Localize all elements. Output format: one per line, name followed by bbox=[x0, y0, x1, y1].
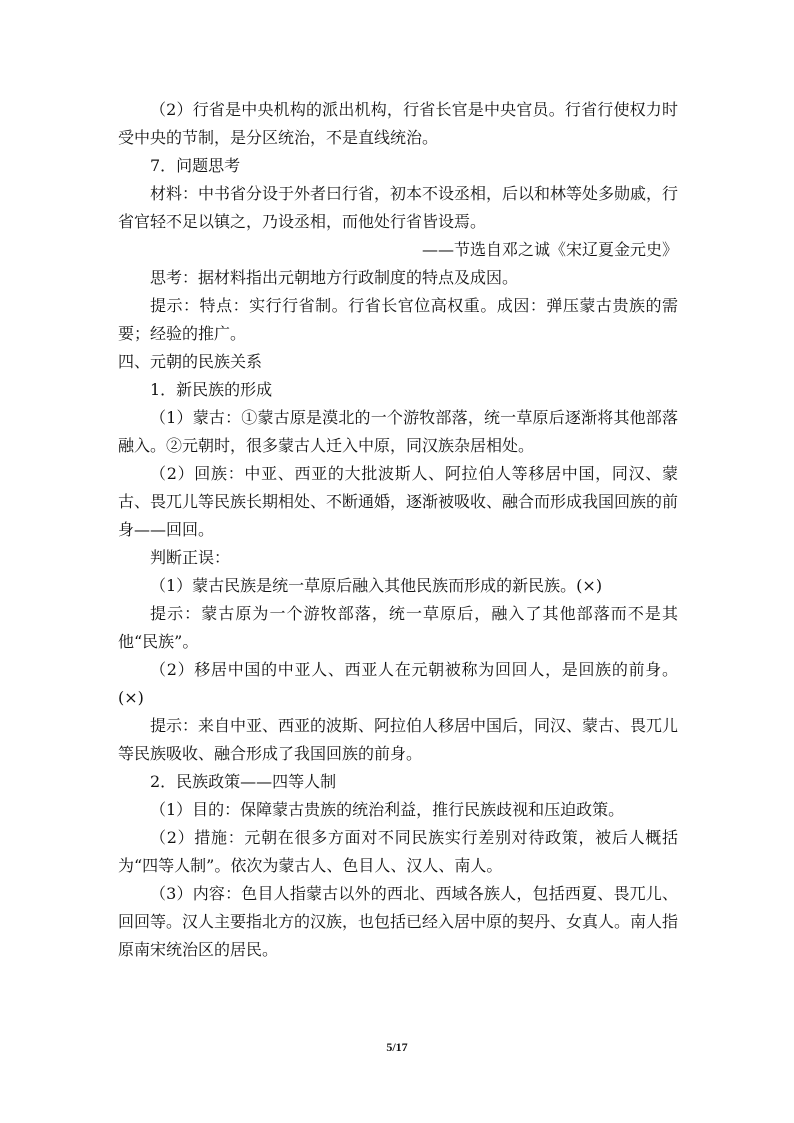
section-heading-ethnic-relations: 四、元朝的民族关系 bbox=[118, 352, 263, 371]
document-body bbox=[118, 96, 678, 964]
page-number: 5/17 bbox=[386, 1040, 408, 1054]
judgement-item-2: （2）移居中国的中亚人、西亚人在元朝被称为回回人，是回族的前身。(×) bbox=[118, 660, 678, 707]
paragraph-hint-1: 提示：蒙古原为一个游牧部落，统一草原后，融入了其他部落而不是其他“民族”。 bbox=[118, 604, 678, 651]
paragraph-hint-province: 提示：特点：实行行省制。行省长官位高权重。成因：弹压蒙古贵族的需要；经验的推广。 bbox=[118, 296, 678, 343]
subheading-new-ethnicity: 1．新民族的形成 bbox=[150, 380, 273, 399]
heading-question-thinking: 7．问题思考 bbox=[150, 156, 241, 175]
heading-true-false: 判断正误： bbox=[150, 548, 231, 567]
paragraph-province-nature: （2）行省是中央机构的派出机构，行省长官是中央官员。行省行使权力时受中央的节制，是分区统治，不是直线统治。 bbox=[118, 100, 678, 147]
judgement-item-1: （1）蒙古民族是统一草原后融入其他民族而形成的新民族。(×) bbox=[150, 576, 603, 595]
citation-source: ——节选自邓之诚《宋辽夏金元史》 bbox=[421, 240, 678, 259]
paragraph-policy-measures: （2）措施：元朝在很多方面对不同民族实行差别对待政策，被后人概括为“四等人制”。依次为蒙古人、色目人、汉人、南人。 bbox=[118, 828, 678, 875]
paragraph-material: 材料：中书省分设于外者曰行省，初本不设丞相，后以和林等处多勋戚，行省官轻不足以镇之，乃设丞相，而他处行省皆设焉。 bbox=[118, 184, 679, 231]
paragraph-hui: （2）回族：中亚、西亚的大批波斯人、阿拉伯人等移居中国，同汉、蒙古、畏兀儿等民族长期相处、不断通婚，逐渐被吸收、融合而形成我国回族的前身——回回。 bbox=[118, 464, 679, 539]
paragraph-mongol: （1）蒙古：①蒙古原是漠北的一个游牧部落，统一草原后逐渐将其他部落融入。②元朝时，很多蒙古人迁入中原，同汉族杂居相处。 bbox=[118, 408, 678, 455]
subheading-ethnic-policy: 2．民族政策——四等人制 bbox=[150, 772, 337, 791]
paragraph-policy-purpose: （1）目的：保障蒙古贵族的统治利益，推行民族歧视和压迫政策。 bbox=[150, 800, 625, 819]
paragraph-question: 思考：据材料指出元朝地方行政制度的特点及成因。 bbox=[150, 268, 519, 287]
paragraph-hint-2: 提示：来自中亚、西亚的波斯、阿拉伯人移居中国后，同汉、蒙古、畏兀儿等民族吸收、融合形成了我国回族的前身。 bbox=[118, 716, 679, 763]
paragraph-policy-content: （3）内容：色目人指蒙古以外的西北、西域各族人，包括西夏、畏兀儿、回回等。汉人主要指北方的汉族，也包括已经入居中原的契丹、女真人。南人指原南宋统治区的居民。 bbox=[118, 884, 679, 959]
